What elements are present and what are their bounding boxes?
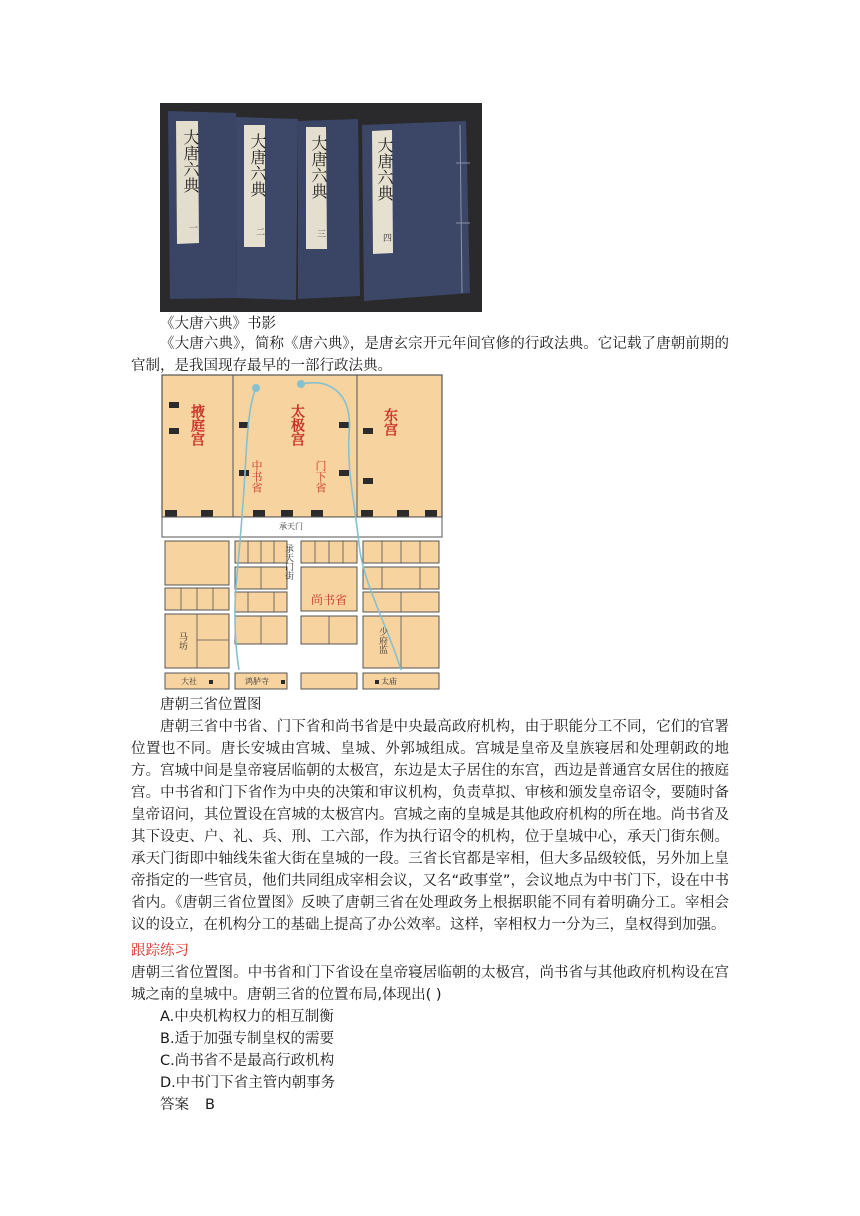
option-d: D.中书门下省主管内朝事务 (160, 1075, 336, 1091)
volume-2-title: 大唐六典 (248, 133, 267, 197)
photo-caption: 《大唐六典》书影 (160, 316, 276, 332)
answer-line (160, 1094, 215, 1116)
map-label-shangshu: 尚书省 (311, 593, 348, 607)
option-b: B.适于加强专制皇权的需要 (160, 1031, 335, 1047)
exercise-question: 唐朝三省位置图。中书省和门下省设在皇帝寝居临朝的太极宫，尚书省与其他政府机构设在宫城之南的皇城中。唐朝三省的位置布局,体现出( ) (131, 965, 729, 1003)
volume-1-number: 一 (187, 223, 197, 232)
map-label-street: 承天门街 (283, 544, 293, 580)
map-label-shaofu: 少府监 (377, 627, 387, 654)
volume-4-number: 四 (381, 233, 391, 242)
volume-3-title: 大唐六典 (309, 135, 328, 199)
answer-label: 答案 (160, 1097, 189, 1113)
map-label-yeting-palace: 掖庭宫 (189, 404, 205, 446)
map-label-east-palace: 东宫 (382, 408, 398, 436)
exercise-heading: 跟踪练习 (131, 943, 189, 959)
three-departments-map (161, 374, 443, 693)
book-photo (160, 103, 482, 312)
map-label-taimiao: 太庙 (381, 677, 397, 686)
map-caption: 唐朝三省位置图 (160, 697, 262, 713)
volume-1-title: 大唐六典 (181, 129, 200, 193)
option-a: A.中央机构权力的相互制衡 (160, 1009, 334, 1025)
option-c: C.尚书省不是最高行政机构 (160, 1053, 335, 1069)
body-paragraph: 唐朝三省中书省、门下省和尚书省是中央最高政府机构，由于职能分工不同，它们的官署位置也不同。唐长安城由宫城、皇城、外郭城组成。宫城是皇帝及皇族寝居和处理朝政的地方。宫城中间是皇帝寝居临朝的太极宫，东边是太子居住的东宫，西边是普通宫女居住的掖庭宫。中书省和门下省作为中央的决策和审议机构，负责草拟、审核和颁发皇帝诏令，要随时备皇帝诏问，其位置设在宫城的太极宫内。宫城之南的皇城是其他政府机构的所在地。尚书省及其下设吏、户、礼、兵、刑、工六部，作为执行诏令的机构，位于皇城中心，承天门街东侧。承天门街即中轴线朱雀大街在皇城的一段。三省长官都是宰相，但大多品级较低，另外加上皇帝指定的一些官员，他们共同组成宰相会议，又名“政事堂”，会议地点为中书门下，设在中书省内。《唐朝三省位置图》反映了唐朝三省在处理政务上根据职能不同有着明确分工。宰相会议的设立，在机构分工的基础上提高了办公效率。这样，宰相权力一分为三，皇权得到加强。 (131, 719, 729, 933)
volume-4-title: 大唐六典 (375, 137, 394, 201)
map-label-menxia: 门下省 (314, 460, 327, 493)
map-label-taiji-palace: 太极宫 (289, 404, 305, 446)
answer-value: B (205, 1097, 215, 1113)
map-label-taishe: 大社 (181, 677, 197, 686)
map-label-chengtian-gate: 承天门 (279, 522, 303, 531)
map-label-mafang: 马坊 (177, 632, 187, 650)
map-label-honglu: 鸿胪寺 (245, 677, 269, 686)
intro-paragraph: 《大唐六典》，简称《唐六典》，是唐玄宗开元年间官修的行政法典。它记载了唐朝前期的官制，是我国现存最早的一部行政法典。 (131, 336, 729, 374)
map-label-zhongshu: 中书省 (250, 460, 263, 493)
volume-2-number: 二 (254, 227, 264, 236)
volume-3-number: 三 (315, 229, 325, 238)
